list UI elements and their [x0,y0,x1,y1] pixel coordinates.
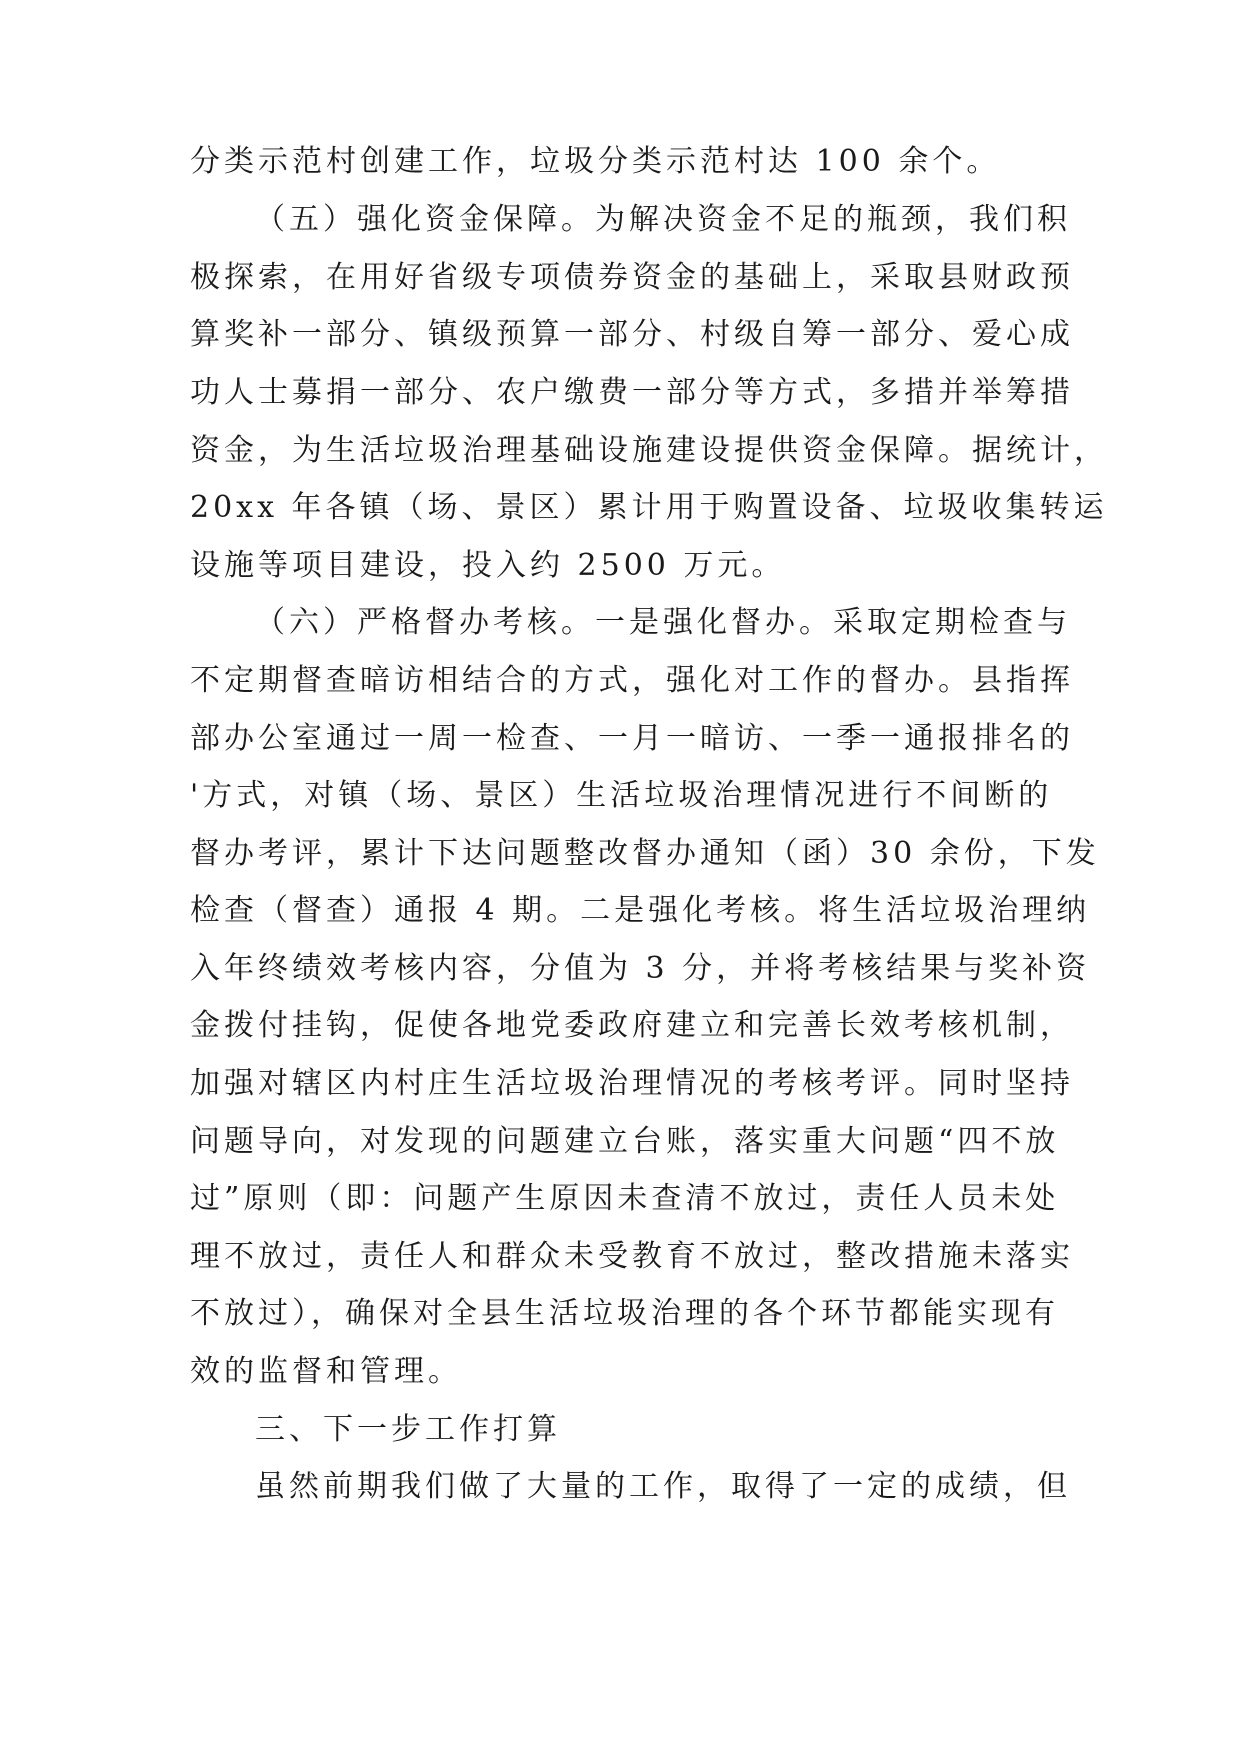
text-line: 加强对辖区内村庄生活垃圾治理情况的考核考评。同时坚持 [190,1066,1074,1101]
text-line: 20xx 年各镇（场、景区）累计用于购置设备、垃圾收集转运 [190,490,1108,525]
text-line: 过”原则（即：问题产生原因未查清不放过，责任人员未处 [190,1181,1060,1216]
text-line: 算奖补一部分、镇级预算一部分、村级自筹一部分、爱心成 [190,317,1074,352]
text-line: 问题导向，对发现的问题建立台账，落实重大问题“四不放 [190,1124,1060,1159]
text-line: 不定期督查暗访相结合的方式，强化对工作的督办。县指挥 [190,663,1074,698]
text-line: 入年终绩效考核内容，分值为 3 分，并将考核结果与奖补资 [190,951,1091,986]
text-line: 不放过），确保对全县生活垃圾治理的各个环节都能实现有 [190,1296,1059,1331]
paragraph-heading-six: （六）严格督办考核。一是强化督办。采取定期检查与 [255,605,1071,640]
text-line: 金拨付挂钩，促使各地党委政府建立和完善长效考核机制， [190,1008,1074,1043]
text-line: 理不放过，责任人和群众未受教育不放过，整改措施未落实 [190,1239,1074,1274]
text-line: 虽然前期我们做了大量的工作，取得了一定的成绩，但 [255,1469,1071,1504]
text-line: 检查（督查）通报 4 期。二是强化考核。将生活垃圾治理纳 [190,893,1091,928]
text-line: 部办公室通过一周一检查、一月一暗访、一季一通报排名的 [190,721,1074,756]
section-heading-three: 三、下一步工作打算 [255,1412,561,1447]
paragraph-heading-five: （五）强化资金保障。为解决资金不足的瓶颈，我们积 [255,202,1071,237]
text-line: 资金，为生活垃圾治理基础设施建设提供资金保障。据统计， [190,433,1108,468]
text-line: 极探索，在用好省级专项债券资金的基础上，采取县财政预 [190,260,1074,295]
text-line: 督办考评，累计下达问题整改督办通知（函）30 余份，下发 [190,836,1100,871]
text-line: 分类示范村创建工作，垃圾分类示范村达 100 余个。 [190,144,1001,179]
text-line: 设施等项目建设，投入约 2500 万元。 [190,548,786,583]
text-line: 效的监督和管理。 [190,1354,462,1389]
text-line: 功人士募捐一部分、农户缴费一部分等方式，多措并举筹措 [190,375,1074,410]
text-line: '方式，对镇（场、景区）生活垃圾治理情况进行不间断的 [190,778,1053,813]
